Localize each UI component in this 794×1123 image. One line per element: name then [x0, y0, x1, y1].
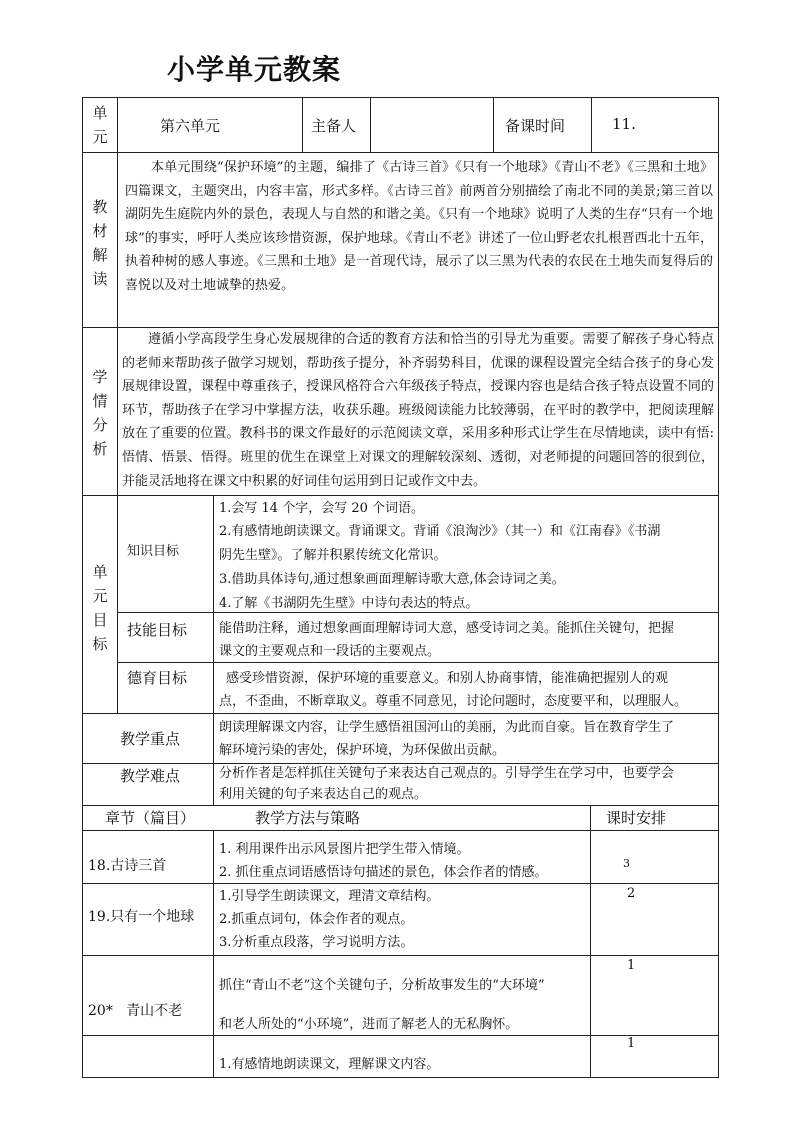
knowledge-goal-label: 知识目标	[127, 544, 180, 559]
chapter-column-header: 章节（篇目）	[105, 809, 196, 827]
preparer-label: 主备人	[311, 117, 357, 135]
hours-column-header: 课时安排	[606, 809, 667, 827]
moral-goal-line: 感受珍惜资源，保护环境的重要意义。和别人协商事情，能准确把握别人的观	[226, 671, 669, 686]
method-line: 2.抓重点词句，体会作者的观点。	[219, 912, 414, 927]
chapter-name: 18.古诗三首	[88, 858, 167, 874]
difficulty-line: 分析作者是怎样抓住关键句子来表达自己观点的。引导学生在学习中，也要学会	[219, 766, 675, 781]
knowledge-item: 阴先生壁》。了解并积累传统文化常识。	[219, 548, 447, 563]
material-label: 教材解读	[92, 198, 108, 288]
unit-label: 单元	[92, 104, 108, 146]
chapter-name: 19.只有一个地球	[88, 909, 195, 925]
method-line: 3.分析重点段落，学习说明方法。	[219, 935, 414, 950]
hours-value: 1	[627, 958, 636, 973]
method-line: 1.有感情地朗读课文，理解课文内容。	[219, 1057, 440, 1072]
goals-label: 单元目标	[92, 563, 108, 653]
knowledge-item: 3.借助具体诗句,通过想象画面理解诗歌大意,体会诗词之美。	[219, 572, 565, 587]
hours-value: 1	[627, 1036, 636, 1051]
material-text: 本单元围绕“保护环境”的主题，编排了《古诗三首》《只有一个地球》《青山不老》《三黑和土地》四篇课文，主题突出，内容丰富，形式多样。《古诗三首》前两首分别描绘了南北不同的美景;第三首以湖阴先生庭院内外的景色，表现人与自然的和谐之美。《只有一个地球》说明了人类的生存“只有一个地球”的事实，呼吁人类应该珍惜资源，保护地球。《青山不老》讲述了一位山野老农扎根晋西北十五年，执着种树的感人事迹。《三黑和土地》是一首现代诗，展示了以三黑为代表的农民在土地失而复得后的喜悦以及对土地诚挚的热爱。	[125, 160, 713, 293]
method-line: 1. 利用课件出示风景图片把学生带入情境。	[219, 842, 470, 857]
hours-value: 2	[627, 886, 636, 901]
page-title: 小学单元教案	[167, 53, 342, 86]
method-column-header: 教学方法与策略	[255, 809, 361, 827]
skill-goal-line: 课文的主要观点和一段话的主要观点。	[219, 644, 441, 659]
moral-goal-line: 点，不歪曲，不断章取义。尊重不同意见，讨论问题时，态度要平和，以理服人。	[219, 694, 688, 709]
chapter-name: 20* 青山不老	[88, 1003, 183, 1019]
skill-goal-line: 能借助注释，通过想象画面理解诗词大意，感受诗词之美。能抓住关键句，把握	[219, 621, 675, 636]
difficulty-line: 利用关键的句子来表达自己的观点。	[219, 787, 428, 802]
students-label: 学情分析	[92, 368, 108, 458]
focus-line: 解环境污染的害处，保护环境，为环保做出贡献。	[219, 743, 506, 758]
focus-line: 朗读理解课文内容，让学生感悟祖国河山的美丽，为此而自豪。旨在教育学生了	[219, 720, 675, 735]
method-line: 1.引导学生朗读课文，理清文章结构。	[219, 889, 440, 904]
knowledge-item: 2.有感情地朗读课文。背诵课文。背诵《浪淘沙》（其一）和《江南春》《书湖	[219, 524, 661, 539]
prep-time-value: 11.	[612, 115, 636, 133]
students-text: 遵循小学高段学生身心发展规律的合适的教育方法和恰当的引导尤为重要。需要了解孩子身心特点的老师来帮助孩子做学习规划，帮助孩子提分，补齐弱势科目，优课的课程设置完全结合孩子的身心发展规律设置，课程中尊重孩子，授课风格符合六年级孩子特点，授课内容也是结合孩子特点设置不同的环节，帮助孩子在学习中掌握方法，收获乐趣。班级阅读能力比较薄弱，在平时的教学中，把阅读理解放在了重要的位置。教科书的课文作最好的示范阅读文章，采用多种形式让学生在尽情地读，读中有悟:悟情、悟景、悟得。班里的优生在课堂上对课文的理解较深刻、透彻，对老师提的问题回答的很到位，并能灵活地将在课文中积累的好词佳句运用到日记或作文中去。	[122, 332, 714, 489]
knowledge-item: 4.了解《书湖阴先生壁》中诗句表达的特点。	[219, 596, 479, 611]
hours-value: 3	[623, 857, 630, 870]
moral-goal-label: 德育目标	[127, 669, 188, 687]
difficulty-label: 教学难点	[120, 767, 181, 785]
knowledge-item: 1.会写 14 个字，会写 20 个词语。	[219, 501, 425, 516]
prep-time-label: 备课时间	[505, 117, 566, 135]
skill-goal-label: 技能目标	[127, 621, 188, 639]
method-line: 和老人所处的“小环境”，进而了解老人的无私胸怀。	[219, 1017, 519, 1032]
method-line: 2. 抓住重点词语感悟诗句描述的景色，体会作者的情感。	[219, 865, 548, 880]
focus-label: 教学重点	[120, 730, 181, 748]
method-line: 抓住“青山不老”这个关键句子，分析故事发生的“大环境”	[219, 978, 545, 993]
unit-value: 第六单元	[160, 117, 221, 135]
